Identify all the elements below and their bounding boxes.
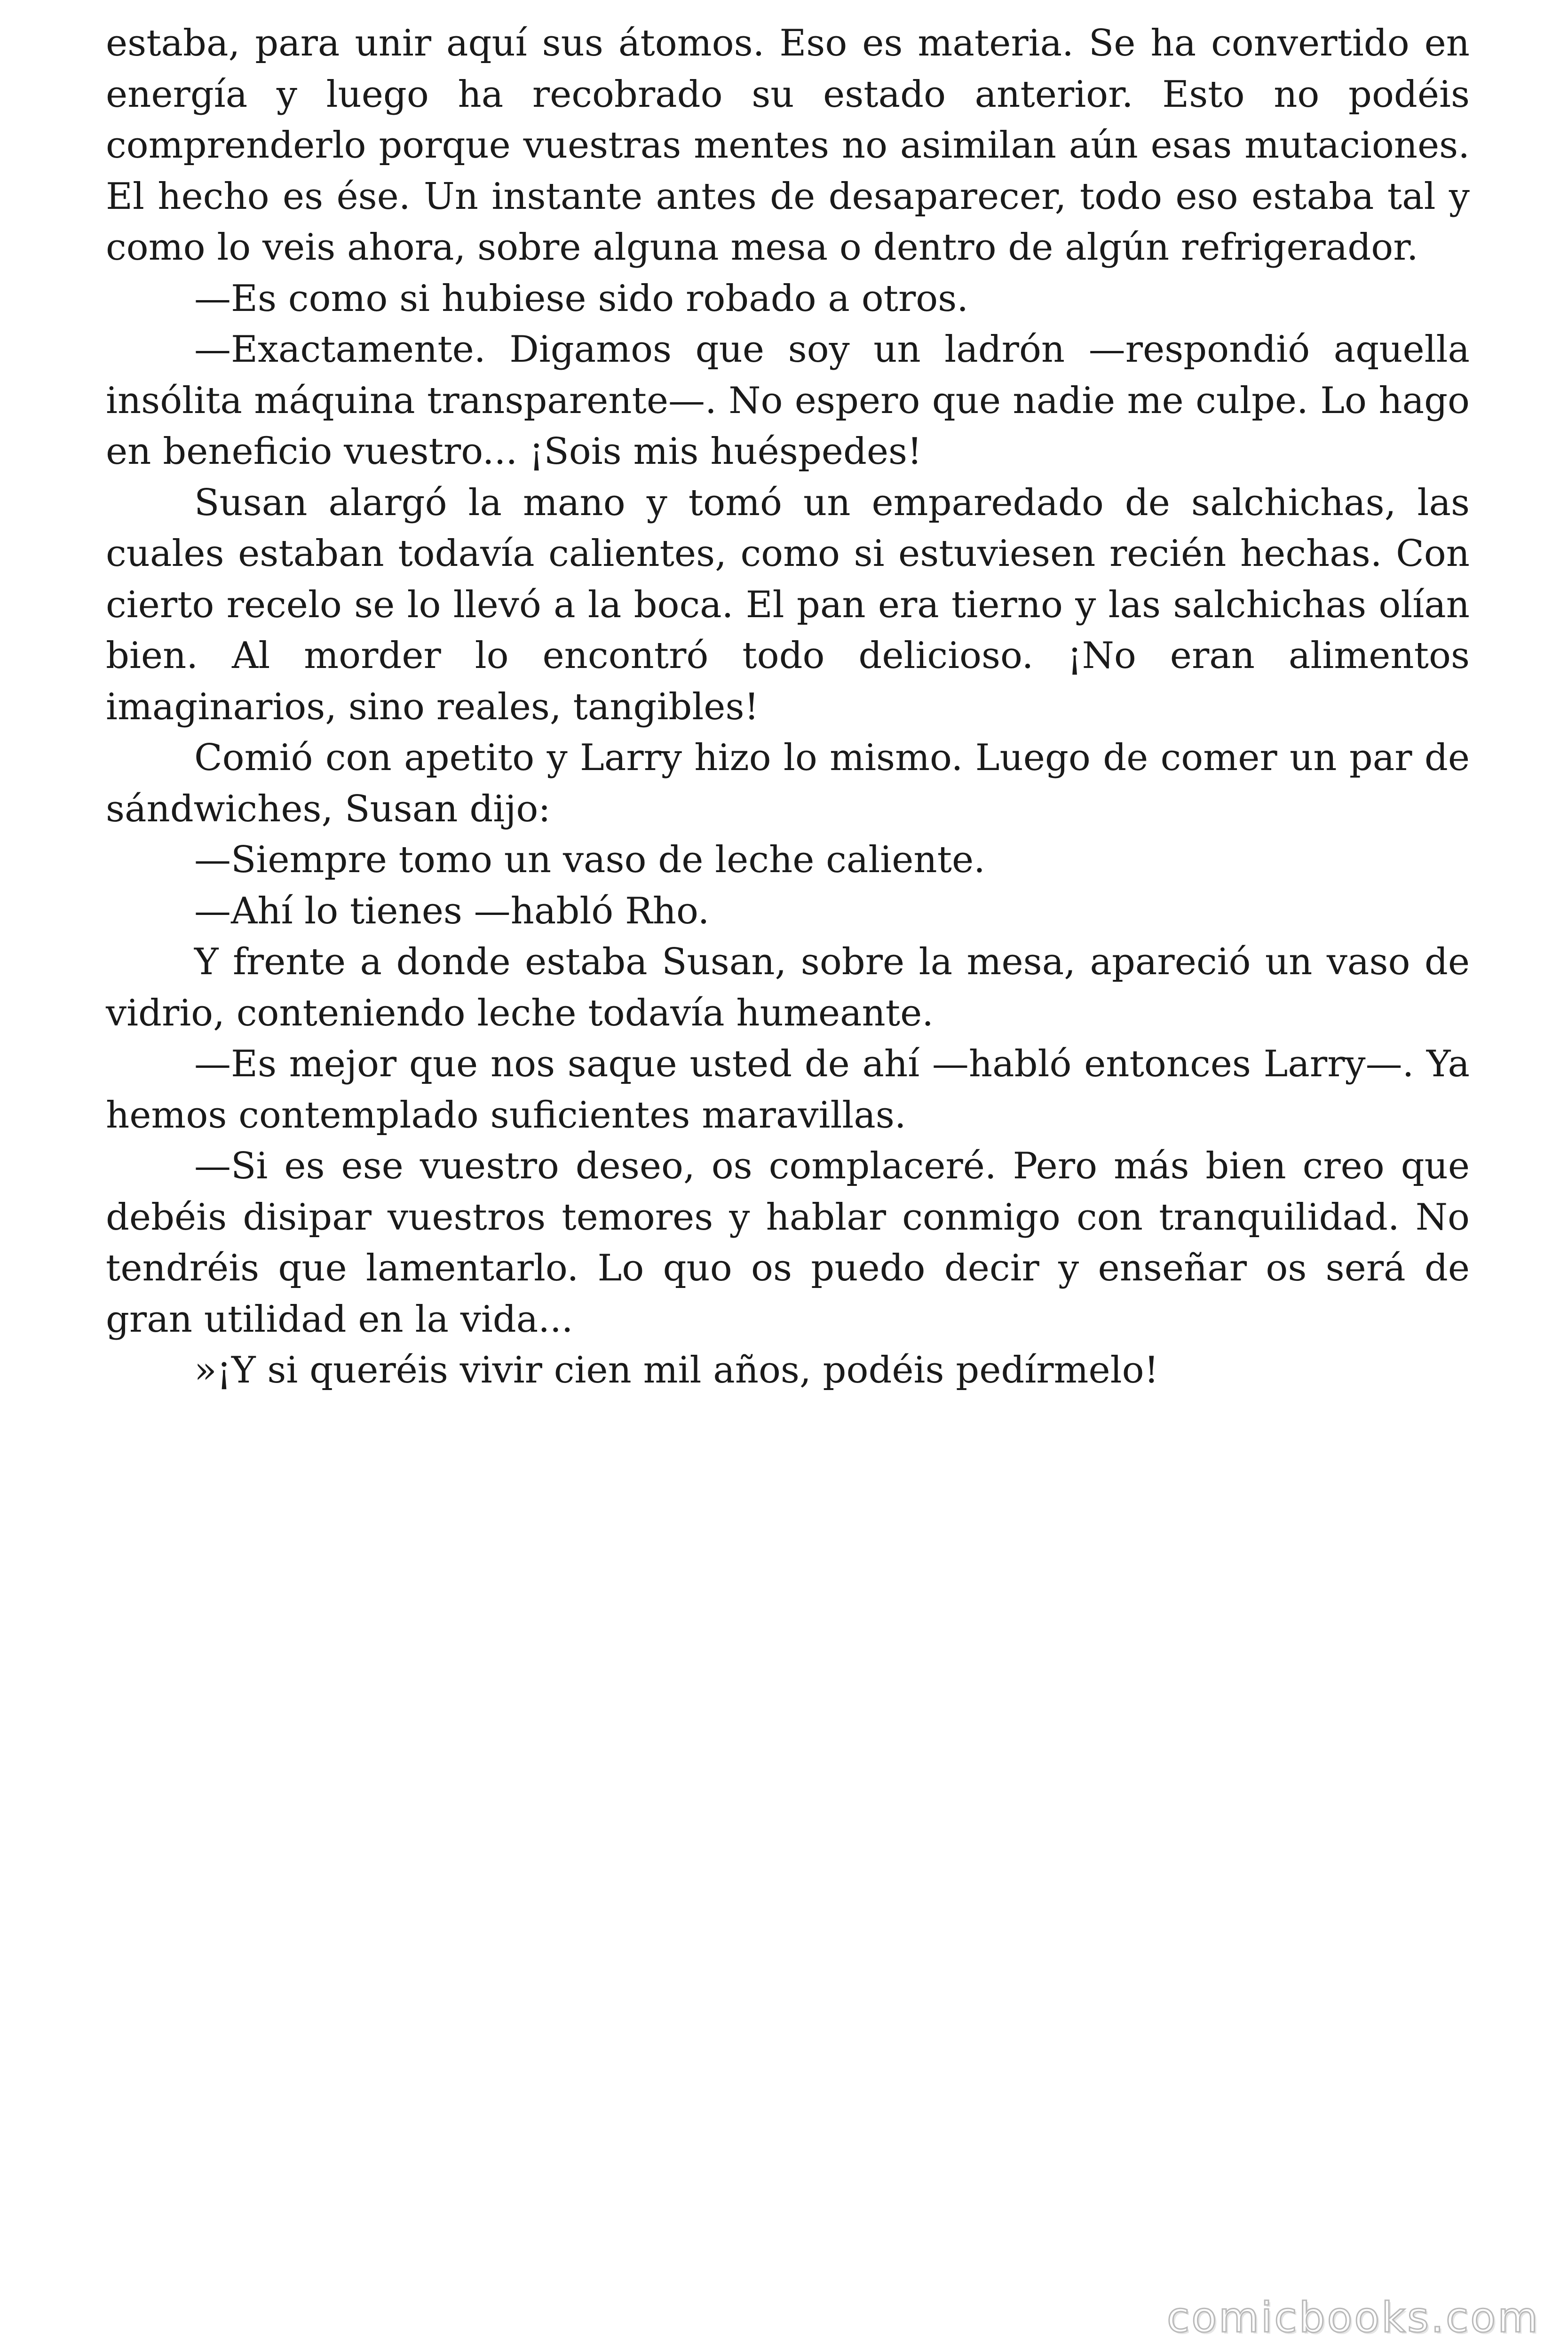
paragraph-5: Comió con apetito y Larry hizo lo mismo. Luego de comer un par de sándwiches, Susan dijo: [106,737,1470,830]
paragraph-3: —Exactamente. Digamos que soy un ladrón —respondió aquella insólita máquina transparente—. No espero que nadie me culpe. Lo hago en beneficio vuestro... ¡Sois mis huéspedes! [106,328,1470,473]
paragraph-7: —Ahí lo tienes —habló Rho. [194,890,710,932]
paragraph-10: —Si es ese vuestro deseo, os complaceré. Pero más bien creo que debéis disipar vuestros temores y hablar conmigo con tranquilidad. No tendréis que lamentarlo. Lo quo os puedo decir y enseñar os será de gran utilidad en la vida... [106,1145,1470,1341]
paragraph-11: »¡Y si queréis vivir cien mil años, podéis pedírmelo! [194,1349,1159,1391]
paragraph-4: Susan alargó la mano y tomó un emparedado de salchichas, las cuales estaban todavía calientes, como si estuviesen recién hechas. Con cierto recelo se lo llevó a la boca. El pan era tierno y las salchichas olían bien. Al morder lo encontró todo delicioso. ¡No eran alimentos imaginarios, sino reales, tangibles! [106,481,1470,728]
paragraph-1: estaba, para unir aquí sus átomos. Eso es materia. Se ha convertido en energía y luego ha recobrado su estado anterior. Esto no podéis comprenderlo porque vuestras mentes no asimilan aún esas mutaciones. El hecho es ése. Un instante antes de desaparecer, todo eso estaba tal y como lo veis ahora, sobre alguna mesa o dentro de algún refrigerador. [106,22,1470,269]
paragraph-2: —Es como si hubiese sido robado a otros. [194,277,969,320]
paragraph-8: Y frente a donde estaba Susan, sobre la mesa, apareció un vaso de vidrio, conteniendo leche todavía humeante. [106,941,1470,1034]
paragraph-6: —Siempre tomo un vaso de leche caliente. [194,839,985,881]
document-body [106,18,1470,1396]
watermark: comicbooks.com [1166,2293,1540,2342]
paragraph-9: —Es mejor que nos saque usted de ahí —habló entonces Larry—. Ya hemos contemplado suficientes maravillas. [106,1043,1470,1136]
